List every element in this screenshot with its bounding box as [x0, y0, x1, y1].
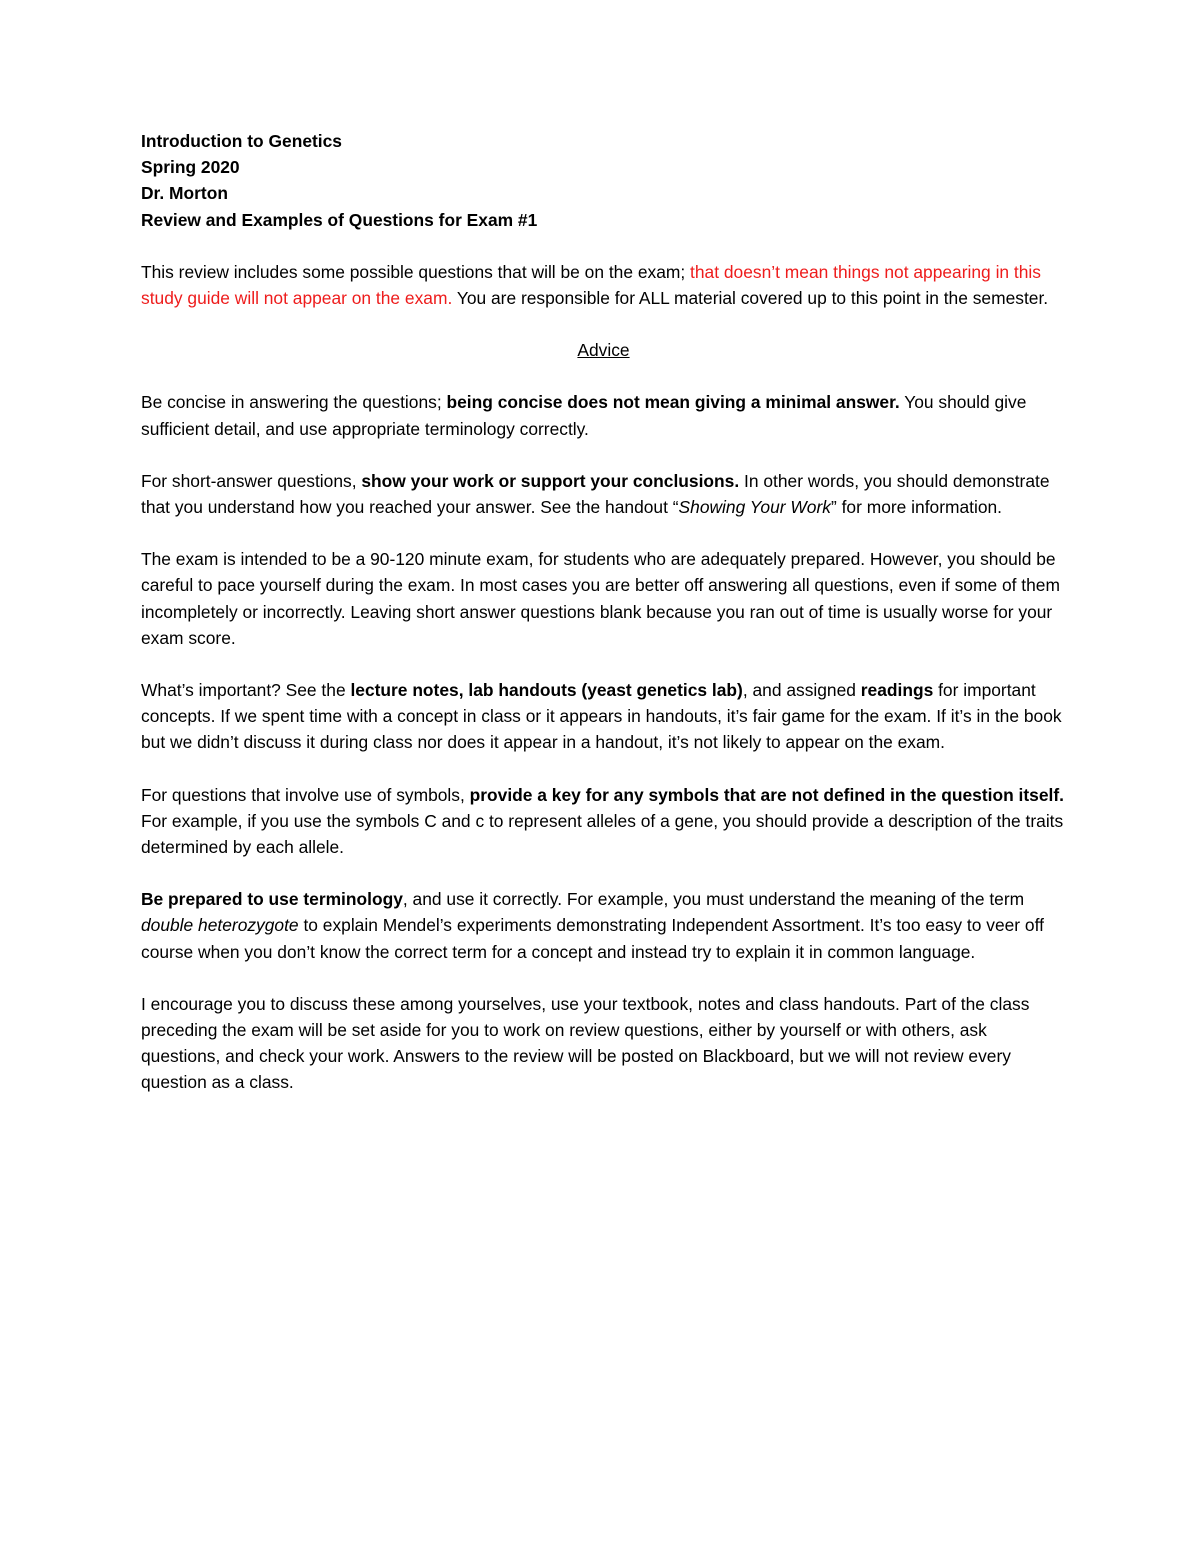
instructor: Dr. Morton	[141, 183, 228, 204]
advice-paragraph-terminology: Be prepared to use terminology, and use it correctly. For example, you must understand the meaning of the term double heterozygote to explain Mendel’s experiments demonstrating Independent Assortment. It’s too easy to veer off course when you don’t know the correct term for a concept and instead try to explain it in common language.	[141, 889, 1044, 962]
advice-heading: Advice	[577, 340, 630, 361]
course-title: Introduction to Genetics	[141, 131, 342, 151]
advice-paragraph-important: What’s important? See the lecture notes, lab handouts (yeast genetics lab), and assigned readings for important concepts. If we spent time with a concept in class or it appears in handouts, it’s fair game for the exam. If it’s in the book but we didn’t discuss it during class nor does it appear in a handout, it’s not likely to appear on the exam.	[141, 680, 1062, 753]
advice-paragraph-concise: Be concise in answering the questions; being concise does not mean giving a minimal answer. You should give sufficient detail, and use appropriate terminology correctly.	[141, 392, 1027, 439]
advice-paragraph-timing: The exam is intended to be a 90-120 minute exam, for students who are adequately prepared. However, you should be careful to pace yourself during the exam. In most cases you are better off answering all questions, even if some of them incompletely or incorrectly. Leaving short answer questions blank because you ran out of time is usually worse for your exam score.	[141, 549, 1060, 648]
advice-paragraph-show-work: For short-answer questions, show your work or support your conclusions. In other words, you should demonstrate that you understand how you reached your answer. See the handout “Showing Your Work” for more information.	[141, 470, 1050, 518]
term: Spring 2020	[141, 157, 240, 178]
warning-text: that doesn’t mean things not appearing in this study guide will not appear on the exam.	[141, 261, 1041, 309]
document-page	[141, 128, 1066, 1096]
advice-paragraph-symbols: For questions that involve use of symbols, provide a key for any symbols that are not defined in the question itself. For example, if you use the symbols C and c to represent alleles of a gene, you should provide a description of the traits determined by each allele.	[141, 784, 1064, 858]
intro-paragraph: This review includes some possible questions that will be on the exam; that doesn’t mean things not appearing in this study guide will not appear on the exam. You are responsible for ALL material covered up to this point in the semester.	[141, 261, 1049, 309]
document-title: Review and Examples of Questions for Exam #1	[141, 209, 538, 230]
advice-paragraph-discussion: I encourage you to discuss these among yourselves, use your textbook, notes and class handouts. Part of the class preceding the exam will be set aside for you to work on review questions, either by yourself or with others, ask questions, and check your work. Answers to the review will be posted on Blackboard, but we will not review every question as a class.	[141, 993, 1030, 1093]
